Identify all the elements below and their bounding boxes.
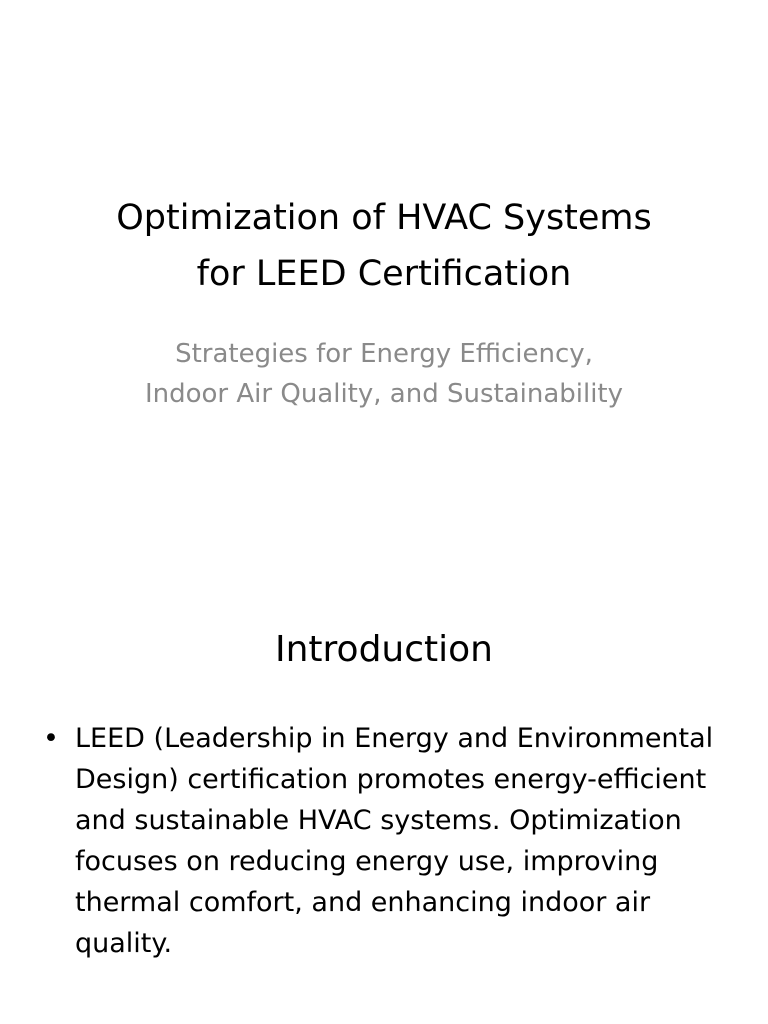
slide-subtitle-line-2: Indoor Air Quality, and Sustainability — [144, 379, 624, 409]
section-heading: Introduction — [274, 629, 493, 670]
bullet-list — [40, 718, 730, 964]
slide-subtitle — [40, 334, 728, 414]
slide-title — [40, 190, 728, 302]
list-item — [40, 718, 730, 964]
introduction-slide — [0, 576, 768, 1024]
slide-subtitle-line-1: Strategies for Energy Efficiency, — [175, 339, 593, 369]
bullet-text: LEED (Leadership in Energy and Environmental Design) certification promotes energy-efficient and sustainable HVAC systems. Optimization focuses on reducing energy use, improving thermal comfort, and enhancing indoor air quality. — [75, 723, 714, 959]
slide-title-line-2: for LEED Certification — [196, 254, 572, 294]
bullet-icon: • — [43, 723, 59, 754]
slide-title-line-1: Optimization of HVAC Systems — [116, 198, 652, 238]
